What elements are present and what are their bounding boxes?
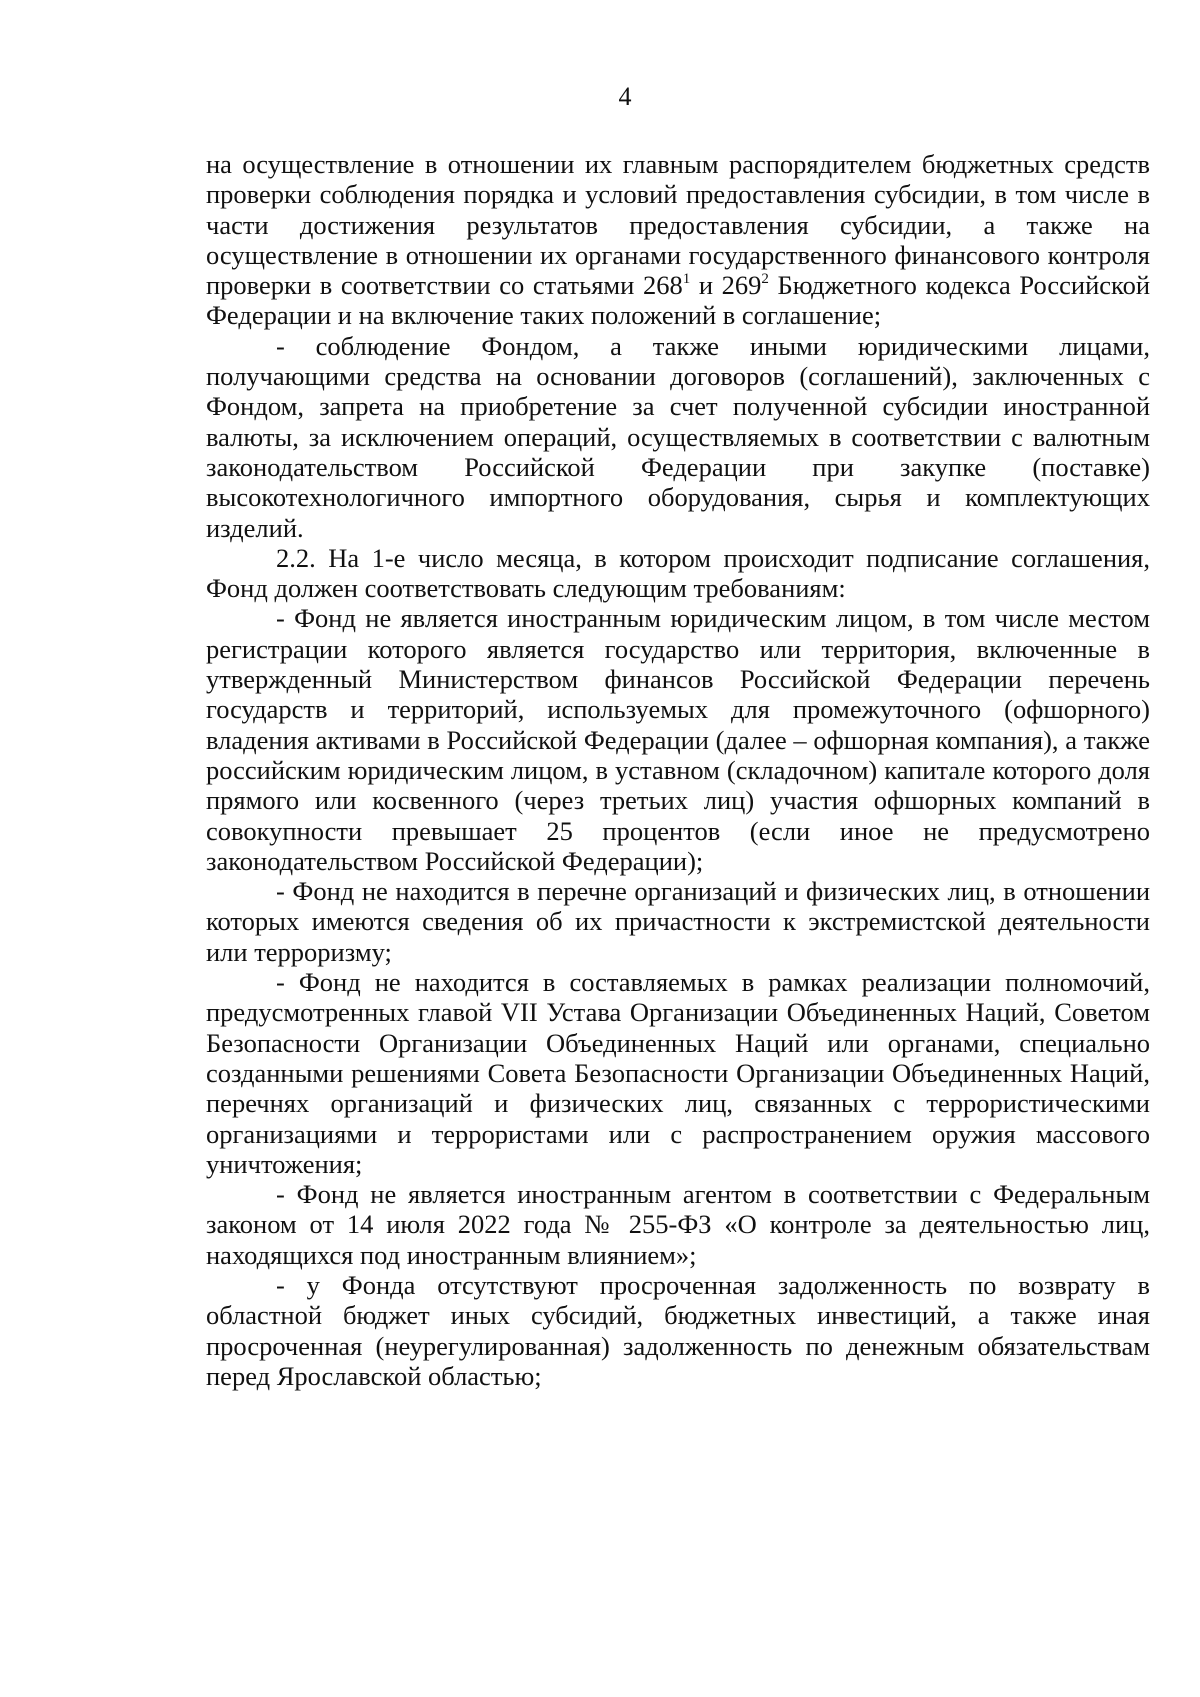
paragraph-text: - Фонд не находится в составляемых в рамках реализации полномочий, предусмотренных главой VII Устава Организации Объединенных Наций, Советом Безопасности Организации Объединенных Наций или органами, специально созданными решениями Совета Безопасности Организации Объединенных Наций, перечнях организаций и физических лиц, связанных с террористическими организациями и террористами или с распространением оружия массового уничтожения;	[206, 967, 1150, 1179]
paragraph-text: - Фонд не является иностранным юридическим лицом, в том числе местом регистрации которого является государство или территория, включенные в утвержденный Министерством финансов Российской Федерации перечень государств и территорий, используемых для промежуточного (офшорного) владения активами в Российской Федерации (далее – офшорная компания), а также российским юридическим лицом, в уставном (складочном) капитале которого доля прямого или косвенного (через третьих лиц) участия офшорных компаний в совокупности превышает 25 процентов (если иное не предусмотрено законодательством Российской Федерации);	[206, 603, 1150, 876]
paragraph-p8	[206, 1270, 1150, 1391]
paragraph-p6	[206, 967, 1150, 1179]
paragraph-text: - соблюдение Фондом, а также иными юридическими лицами, получающими средства на основании договоров (соглашений), заключенных с Фондом, запрета на приобретение за счет полученной субсидии иностранной валюты, за исключением операций, осуществляемых в соответствии с валютным законодательством Российской Федерации при закупке (поставке) высокотехнологичного импортного оборудования, сырья и комплектующих изделий.	[206, 330, 1150, 543]
page-number: 4	[618, 82, 632, 111]
paragraph-text: Бюджетного кодекса Российской Федерации и на включение таких положений в соглашение;	[206, 270, 1151, 331]
paragraph-text: - Фонд не находится в перечне организаций и физических лиц, в отношении которых имеются сведения об их причастности к экстремистской деятельности или терроризму;	[206, 876, 1150, 967]
document-body	[206, 149, 1150, 1391]
paragraph-p2	[206, 331, 1150, 543]
paragraph-p4	[206, 603, 1150, 876]
paragraph-p1	[206, 149, 1150, 331]
paragraph-text: 2.2. На 1-е число месяца, в котором происходит подписание соглашения, Фонд должен соответствовать следующим требованиям:	[206, 542, 1150, 604]
paragraph-text: - у Фонда отсутствуют просроченная задолженность по возврату в областной бюджет иных субсидий, бюджетных инвестиций, а также иная просроченная (неурегулированная) задолженность по денежным обязательствам перед Ярославской областью;	[206, 1269, 1150, 1391]
paragraph-text: - Фонд не является иностранным агентом в соответствии с Федеральным законом от 14 июля 2022 года № 255-ФЗ «О контроле за деятельностью лиц, находящихся под иностранным влиянием»;	[206, 1179, 1150, 1270]
superscript: 1	[682, 271, 691, 288]
paragraph-p5	[206, 876, 1150, 967]
paragraph-text: и 269	[690, 270, 762, 301]
superscript: 2	[761, 271, 769, 288]
paragraph-p7	[206, 1179, 1150, 1270]
paragraph-text: на осуществление в отношении их главным распорядителем бюджетных средств проверки соблюдения порядка и условий предоставления субсидии, в том числе в части достижения результатов предоставления субсидии, а также на осуществление в отношении их органами государственного финансового контроля проверки в соответствии со статьями 268	[206, 149, 1150, 301]
paragraph-p3	[206, 543, 1150, 604]
